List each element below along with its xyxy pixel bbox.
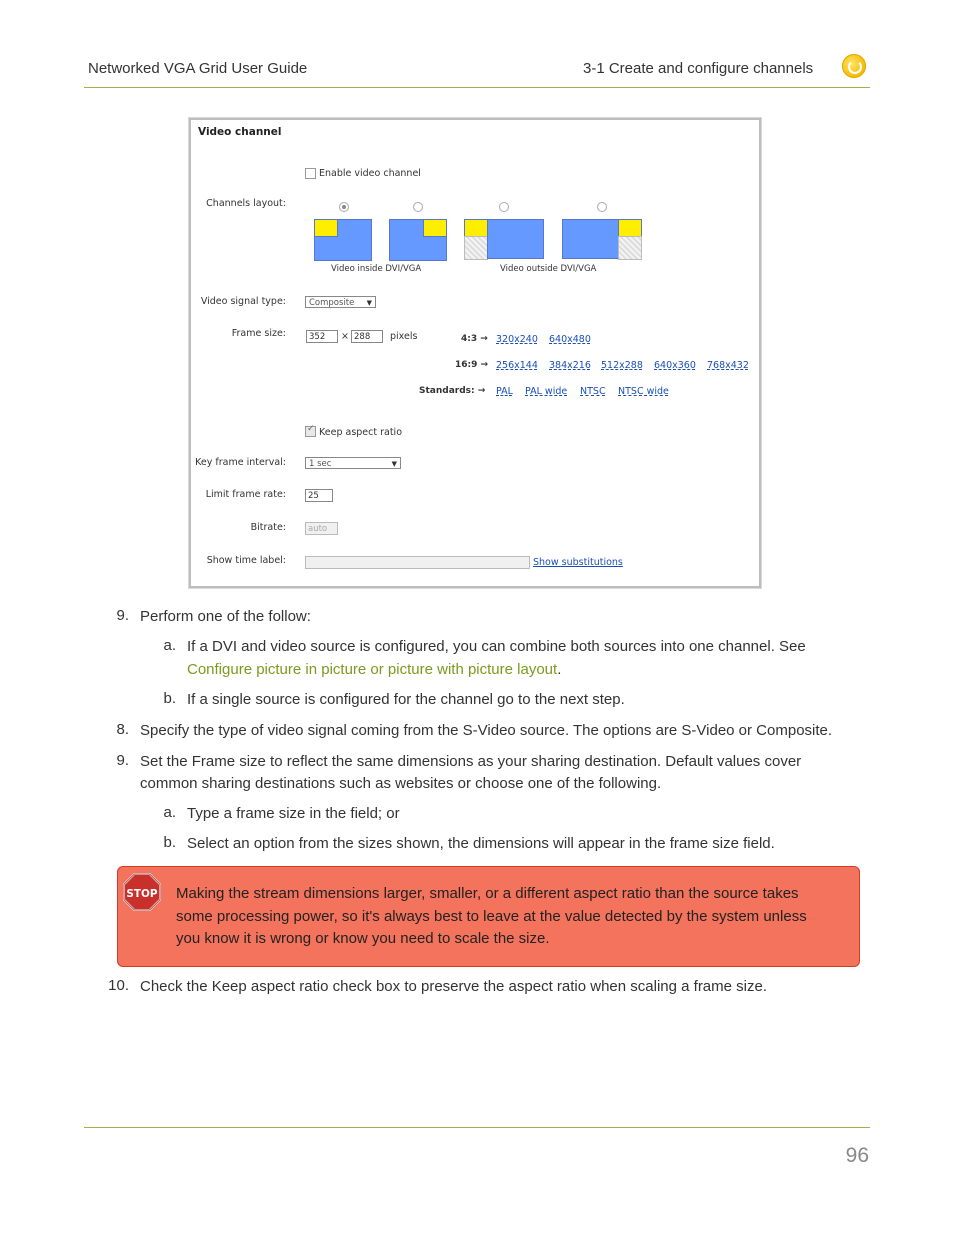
doc-title: Networked VGA Grid User Guide <box>88 60 308 77</box>
time-label-input[interactable] <box>305 556 530 569</box>
size-link-320x240[interactable]: 320x240 <box>496 334 538 345</box>
video-channel-screenshot <box>189 118 761 588</box>
layout-radio-1[interactable] <box>339 202 349 212</box>
size-link-768x432[interactable]: 768x432 <box>707 360 749 371</box>
page-number: 96 <box>845 1144 869 1167</box>
caption-outside: Video outside DVI/VGA <box>500 264 597 274</box>
dropdown-arrow-icon: ▼ <box>366 299 372 307</box>
step-number: 9. <box>116 607 129 624</box>
step-text: Check the Keep aspect ratio check box to preserve the aspect ratio when scaling a frame size. <box>140 978 767 995</box>
stop-sign-text: STOP <box>126 887 158 900</box>
layout-radio-4[interactable] <box>597 202 607 212</box>
frame-width-input[interactable]: 352 <box>306 330 338 343</box>
size-link-256x144[interactable]: 256x144 <box>496 360 538 371</box>
key-frame-select[interactable] <box>305 457 401 469</box>
layout-radio-2[interactable] <box>413 202 423 212</box>
size-link-640x360[interactable]: 640x360 <box>654 360 696 371</box>
caption-inside: Video inside DVI/VGA <box>331 264 422 274</box>
substep-number: a. <box>163 804 176 821</box>
step-text: Specify the type of video signal coming from the S-Video source. The options are S-Video or Composite. <box>140 722 833 739</box>
panel-heading: Video channel <box>198 126 282 138</box>
step-text-line1: Set the Frame size to reflect the same dimensions as your sharing destination. Default values cover <box>140 753 802 770</box>
substep-text: Select an option from the sizes shown, the dimensions will appear in the frame size field. <box>187 835 775 852</box>
footer-rule <box>84 1127 870 1128</box>
section-title: 3-1 Create and configure channels <box>583 60 814 77</box>
frame-size-label: Frame size: <box>231 328 286 339</box>
pip-layout-link[interactable]: Configure picture in picture or picture with picture layout <box>187 661 558 678</box>
keep-aspect-label: Keep aspect ratio <box>319 427 403 438</box>
step-number: 10. <box>108 977 129 994</box>
signal-type-label: Video signal type: <box>200 296 286 307</box>
enable-video-label: Enable video channel <box>319 168 421 179</box>
time-label-label: Show time label: <box>206 555 286 566</box>
header-rule <box>84 87 870 88</box>
enable-video-checkbox[interactable] <box>305 168 316 179</box>
substep-number: a. <box>163 637 176 654</box>
checkmark-icon: ✓ <box>307 424 315 434</box>
keep-aspect-checkbox[interactable] <box>305 426 316 437</box>
epiphan-logo-icon <box>842 54 866 78</box>
substep-text: Type a frame size in the field; or <box>187 805 400 822</box>
layout-radio-3[interactable] <box>499 202 509 212</box>
step-number: 8. <box>116 721 129 738</box>
key-frame-value: 1 sec <box>309 459 332 469</box>
standard-link-ntsc-wide[interactable]: NTSC wide <box>618 386 669 397</box>
standard-link-pal-wide[interactable]: PAL wide <box>525 386 568 397</box>
step-number: 9. <box>116 752 129 769</box>
pixels-label: pixels <box>390 331 418 342</box>
ratio-43-label: 4:3 → <box>461 334 488 344</box>
size-link-640x480[interactable]: 640x480 <box>549 334 591 345</box>
standards-label: Standards: → <box>419 386 486 396</box>
substep-text: If a DVI and video source is configured, you can combine both sources into one channel. See <box>187 638 806 655</box>
warning-box <box>117 866 860 967</box>
bitrate-label: Bitrate: <box>250 522 286 533</box>
punctuation: . <box>557 661 562 678</box>
substep-text: If a single source is configured for the channel go to the next step. <box>187 691 625 708</box>
show-substitutions-link[interactable]: Show substitutions <box>533 557 623 568</box>
substep-number: b. <box>163 834 176 851</box>
step-text: Perform one of the follow: <box>140 608 311 625</box>
channels-layout-label: Channels layout: <box>206 198 286 209</box>
standard-link-ntsc[interactable]: NTSC <box>580 386 606 397</box>
substep-number: b. <box>163 690 176 707</box>
times-sign: × <box>341 331 349 342</box>
layout-thumb-outside-left[interactable] <box>464 219 544 259</box>
layout-thumb-outside-right[interactable] <box>562 219 642 259</box>
bitrate-input[interactable]: auto <box>305 522 338 535</box>
warning-line2: some processing power, so it's always best to leave at the value detected by the system unless <box>176 908 807 925</box>
key-frame-label: Key frame interval: <box>195 457 286 468</box>
limit-rate-label: Limit frame rate: <box>205 489 286 500</box>
ratio-169-label: 16:9 → <box>455 360 489 370</box>
limit-rate-input[interactable]: 25 <box>305 489 333 502</box>
layout-thumb-inside-right[interactable] <box>389 219 447 261</box>
signal-type-select[interactable] <box>305 296 376 308</box>
warning-line3: you know it is wrong or know you need to scale the size. <box>176 930 550 947</box>
substep-link-line <box>187 659 561 682</box>
frame-height-input[interactable]: 288 <box>351 330 383 343</box>
stop-sign-icon <box>123 873 161 911</box>
step-text-line2: common sharing destinations such as websites or choose one of the following. <box>140 775 662 792</box>
warning-line1: Making the stream dimensions larger, smaller, or a different aspect ratio than the source takes <box>176 885 799 902</box>
standard-link-pal[interactable]: PAL <box>496 386 513 397</box>
dropdown-arrow-icon: ▼ <box>391 460 397 468</box>
layout-thumb-inside-left[interactable] <box>314 219 372 261</box>
size-link-384x216[interactable]: 384x216 <box>549 360 591 371</box>
size-link-512x288[interactable]: 512x288 <box>601 360 643 371</box>
signal-type-value: Composite <box>309 298 355 308</box>
